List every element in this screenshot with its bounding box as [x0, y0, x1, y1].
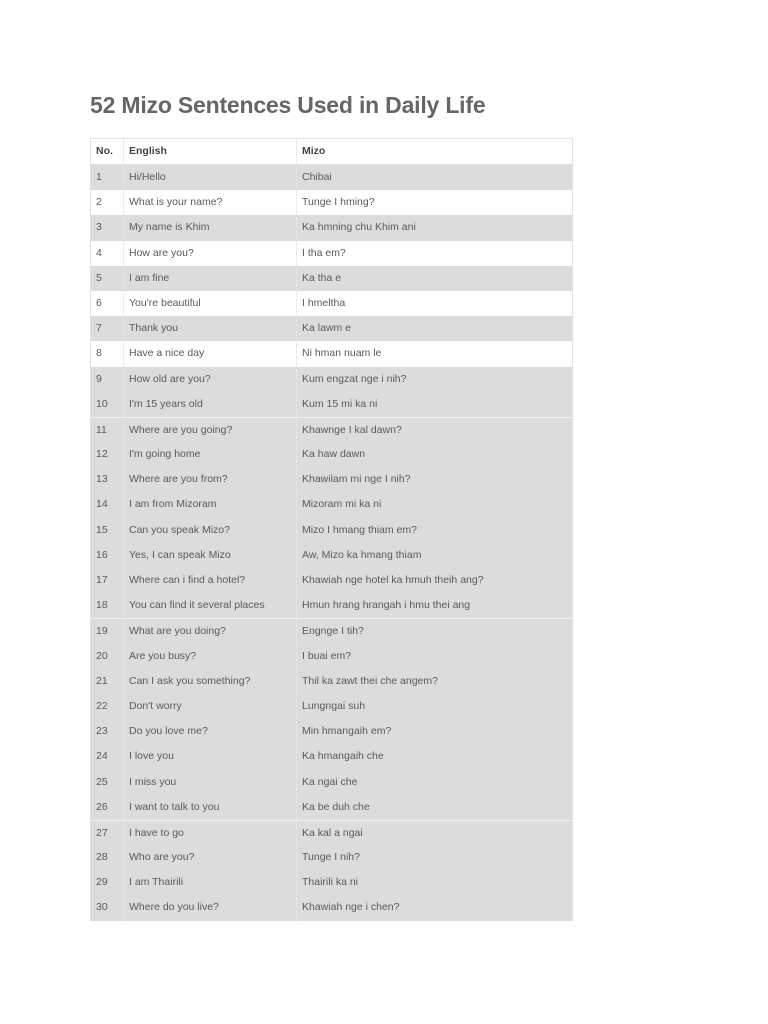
header-no: No. — [96, 145, 113, 157]
table-row — [91, 266, 572, 291]
mizo-cell: Khawiah nge i chen? — [296, 895, 572, 920]
row-number: 12 — [96, 448, 108, 461]
mizo-cell: I tha em? — [296, 241, 572, 266]
row-number: 3 — [96, 221, 102, 234]
table-row — [91, 568, 572, 593]
table-row — [91, 367, 572, 392]
row-number: 10 — [96, 397, 108, 410]
mizo-cell: Ka kal a ngai — [296, 821, 572, 845]
table-row — [91, 694, 572, 719]
row-number: 1 — [96, 171, 102, 183]
row-number: 28 — [96, 851, 108, 864]
english-cell: I am Thairili — [123, 870, 296, 895]
table-row — [91, 291, 572, 316]
table-row — [91, 895, 572, 920]
header-mizo: Mizo — [296, 139, 572, 164]
row-number: 5 — [96, 271, 102, 284]
english-cell: Can you speak Mizo? — [123, 518, 296, 543]
table-row — [91, 215, 572, 240]
mizo-cell: Kum engzat nge i nih? — [296, 367, 572, 392]
mizo-cell: Mizo I hmang thiam em? — [296, 518, 572, 543]
english-cell: Have a nice day — [123, 341, 296, 366]
mizo-cell: I buai em? — [296, 644, 572, 669]
table-header-row — [91, 139, 572, 165]
english-cell: Are you busy? — [123, 644, 296, 669]
row-number: 14 — [96, 498, 108, 511]
table-row — [91, 870, 572, 895]
mizo-cell: Ka hmning chu Khim ani — [296, 215, 572, 240]
row-number: 9 — [96, 372, 102, 385]
table-row — [91, 190, 572, 215]
sentence-table — [90, 138, 573, 921]
row-number: 4 — [96, 246, 102, 259]
row-number: 30 — [96, 901, 108, 914]
table-row — [91, 392, 572, 417]
row-number: 13 — [96, 473, 108, 486]
mizo-cell: Khawiah nge hotel ka hmuh theih ang? — [296, 568, 572, 593]
mizo-cell: I hmeltha — [296, 291, 572, 316]
table-row — [91, 467, 572, 492]
row-number: 17 — [96, 574, 108, 586]
table-row — [91, 618, 572, 643]
mizo-cell: Ka hmangaih che — [296, 744, 572, 769]
english-cell: I love you — [123, 744, 296, 769]
english-cell: You can find it several places — [123, 593, 296, 618]
row-number: 27 — [96, 826, 108, 839]
row-number: 18 — [96, 599, 108, 612]
table-body — [91, 165, 572, 921]
row-number: 19 — [96, 625, 108, 638]
row-number: 6 — [96, 296, 102, 309]
english-cell: My name is Khim — [123, 215, 296, 240]
table-row — [91, 644, 572, 669]
row-number: 29 — [96, 876, 108, 889]
mizo-cell: Ka tha e — [296, 266, 572, 291]
row-number: 7 — [96, 322, 102, 335]
header-english: English — [123, 139, 296, 164]
english-cell: Thank you — [123, 316, 296, 341]
table-row — [91, 744, 572, 769]
english-cell: Do you love me? — [123, 719, 296, 744]
english-cell: Yes, I can speak Mizo — [123, 543, 296, 568]
mizo-cell: Tunge I hming? — [296, 190, 572, 215]
table-row — [91, 241, 572, 266]
english-cell: You're beautiful — [123, 291, 296, 316]
mizo-cell: Ka ngai che — [296, 770, 572, 795]
mizo-cell: Mizoram mi ka ni — [296, 492, 572, 517]
row-number: 24 — [96, 750, 108, 763]
mizo-cell: Hmun hrang hrangah i hmu thei ang — [296, 593, 572, 618]
mizo-cell: Min hmangaih em? — [296, 719, 572, 744]
row-number: 23 — [96, 725, 108, 738]
mizo-cell: Ni hman nuam le — [296, 341, 572, 366]
table-row — [91, 795, 572, 820]
table-row — [91, 593, 572, 618]
english-cell: Where can i find a hotel? — [123, 568, 296, 593]
row-number: 8 — [96, 347, 102, 360]
row-number: 26 — [96, 800, 108, 813]
mizo-cell: Khawnge I kal dawn? — [296, 418, 572, 442]
table-row — [91, 417, 572, 442]
table-row — [91, 442, 572, 467]
table-row — [91, 770, 572, 795]
page-title: 52 Mizo Sentences Used in Daily Life — [90, 92, 486, 118]
mizo-cell: Khawilam mi nge I nih? — [296, 467, 572, 492]
english-cell: Can I ask you something? — [123, 669, 296, 694]
row-number: 16 — [96, 548, 108, 561]
english-cell: Hi/Hello — [123, 165, 296, 190]
mizo-cell: Thairili ka ni — [296, 870, 572, 895]
english-cell: Don't worry — [123, 694, 296, 719]
mizo-cell: Ka lawm e — [296, 316, 572, 341]
table-row — [91, 341, 572, 366]
table-row — [91, 492, 572, 517]
table-row — [91, 669, 572, 694]
row-number: 20 — [96, 649, 108, 662]
mizo-cell: Ka haw dawn — [296, 442, 572, 467]
mizo-cell: Engnge I tih? — [296, 619, 572, 643]
english-cell: I'm 15 years old — [123, 392, 296, 417]
english-cell: I am from Mizoram — [123, 492, 296, 517]
english-cell: I have to go — [123, 821, 296, 845]
row-number: 2 — [96, 196, 102, 209]
english-cell: I am fine — [123, 266, 296, 291]
english-cell: Where are you from? — [123, 467, 296, 492]
english-cell: I want to talk to you — [123, 795, 296, 820]
mizo-cell: Tunge I nih? — [296, 845, 572, 870]
english-cell: I miss you — [123, 770, 296, 795]
english-cell: I'm going home — [123, 442, 296, 467]
table-row — [91, 719, 572, 744]
mizo-cell: Thil ka zawt thei che angem? — [296, 669, 572, 694]
mizo-cell: Lungngai suh — [296, 694, 572, 719]
table-row — [91, 543, 572, 568]
english-cell: How are you? — [123, 241, 296, 266]
table-row — [91, 165, 572, 190]
mizo-cell: Kum 15 mi ka ni — [296, 392, 572, 417]
english-cell: Where are you going? — [123, 418, 296, 442]
row-number: 11 — [96, 423, 107, 436]
row-number: 22 — [96, 699, 108, 712]
table-row — [91, 518, 572, 543]
row-number: 21 — [96, 674, 108, 687]
mizo-cell: Chibai — [296, 165, 572, 190]
mizo-cell: Aw, Mizo ka hmang thiam — [296, 543, 572, 568]
row-number: 15 — [96, 523, 108, 536]
english-cell: What is your name? — [123, 190, 296, 215]
english-cell: Who are you? — [123, 845, 296, 870]
english-cell: How old are you? — [123, 367, 296, 392]
row-number: 25 — [96, 775, 108, 788]
table-row — [91, 845, 572, 870]
table-row — [91, 820, 572, 845]
table-row — [91, 316, 572, 341]
mizo-cell: Ka be duh che — [296, 795, 572, 820]
english-cell: Where do you live? — [123, 895, 296, 920]
english-cell: What are you doing? — [123, 619, 296, 643]
